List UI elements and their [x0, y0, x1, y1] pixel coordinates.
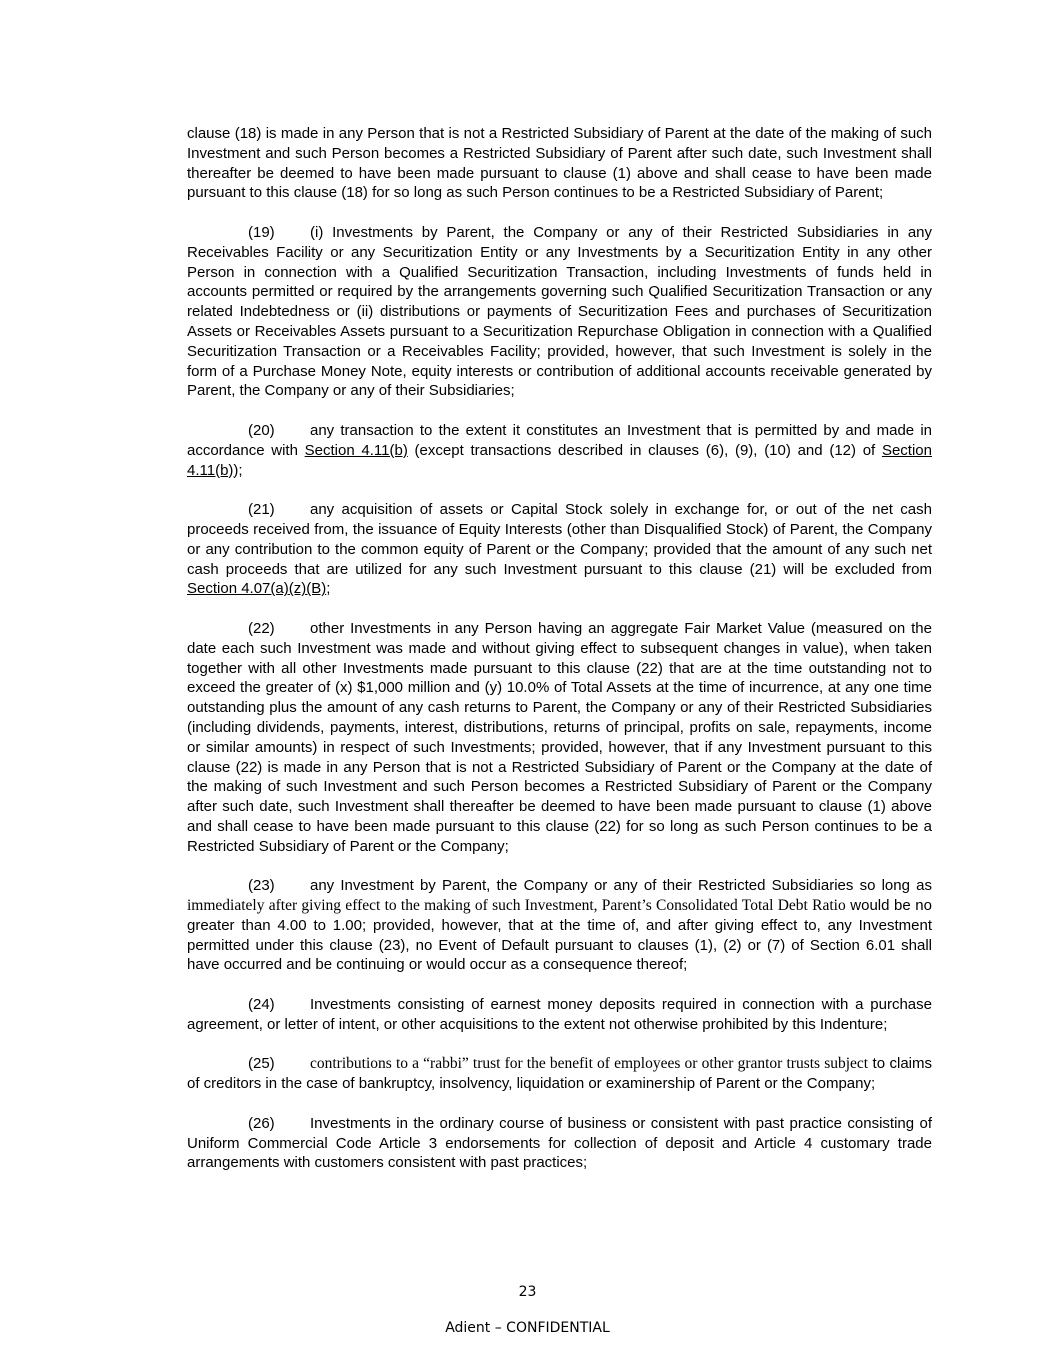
paragraph-24	[187, 995, 932, 1035]
clause-number: (22)	[248, 619, 275, 637]
clause-number: (26)	[248, 1114, 275, 1132]
clause-number: (21)	[248, 501, 275, 519]
section-reference-link[interactable]: Section 4.11(b)	[187, 441, 932, 479]
paragraph-21: (21) any acquisition of assets or Capital Stock solely in exchange for, or out of the net cash proceeds received from, the issuance of Equity Interests (other than Disqualified Stock) of Parent, the Company or any contribution to the common equity of Parent or the Company; provided that the amount of any such net cash proceeds that are utilized for any such Investment pursuant to this clause (21) will be excluded from Section 4.07(a)(z)(B);	[187, 501, 932, 598]
confidential-footer: Adient – CONFIDENTIAL	[445, 1320, 610, 1336]
paragraph-26	[187, 1114, 932, 1173]
clause-number: (20)	[248, 421, 275, 439]
clause-text: Investments in the ordinary course of business or consistent with past practice consisting of Uniform Commercial Code Article 3 endorsements for collection of deposit and Article 4 customary trade arrangements with customers consistent with past practices;	[187, 1114, 932, 1172]
page-number: 23	[518, 1284, 537, 1300]
clause-text: Investments consisting of earnest money deposits required in connection with a purchase agreement, or letter of intent, or other acquisitions to the extent not otherwise prohibited by this Indenture;	[187, 996, 932, 1033]
section-reference-link[interactable]: Section 4.11(b)	[304, 441, 408, 459]
section-reference-link[interactable]: Section 4.07(a)(z)(B)	[187, 580, 327, 598]
clause-text: other Investments in any Person having an aggregate Fair Market Value (measured on the date each such Investment was made and without giving effect to subsequent changes in value), when taken together with all other Investments made pursuant to this clause (22) that are at the time outstanding not to exceed the greater of (x) $1,000 million and (y) 10.0% of Total Assets at the time of incurrence, at any one time outstanding plus the amount of any cash returns to Parent, the Company or any of their Restricted Subsidiaries (including dividends, payments, interest, distributions, returns of principal, profits on sale, repayments, income or similar amounts) in respect of such Investments; provided, however, that if any Investment pursuant to this clause (22) is made in any Person that is not a Restricted Subsidiary of Parent or the Company at the date of the making of such Investment and such Person becomes a Restricted Subsidiary of Parent or the Company after such date, such Investment shall thereafter be deemed to have been made pursuant to clause (1) above and shall cease to have been made pursuant to this clause (22) for so long as such Person continues to be a Restricted Subsidiary of Parent or the Company;	[187, 619, 932, 855]
paragraph-23: (23) any Investment by Parent, the Company or any of their Restricted Subsidiaries so long as immediately after giving effect to the making of such Investment, Parent’s Consolidated Total Debt Ratio would be no greater than 4.00 to 1.00; provided, however, that at the time of, and after giving effect to, any Investment permitted under this clause (23), no Event of Default pursuant to clauses (1), (2) or (7) of Section 6.01 shall have occurred and be continuing or would occur as a consequence thereof;	[187, 877, 932, 974]
clause-number: (24)	[248, 996, 275, 1014]
paragraph-18-continuation: clause (18) is made in any Person that is not a Restricted Subsidiary of Parent at the date of the making of such Investment and such Person becomes a Restricted Subsidiary of Parent after such date, such Investment shall thereafter be deemed to have been made pursuant to clause (1) above and shall cease to have been made pursuant to this clause (18) for so long as such Person continues to be a Restricted Subsidiary of Parent;	[187, 125, 932, 202]
clause-number: (25)	[248, 1055, 275, 1073]
paragraph-19	[187, 223, 932, 401]
clause-text: (i) Investments by Parent, the Company or any of their Restricted Subsidiaries in any Receivables Facility or any Securitization Entity or any Investments by a Securitization Entity in any other Person in connection with a Qualified Securitization Transaction, including Investments of funds held in accounts permitted or required by the arrangements governing such Qualified Securitization Transaction or any related Indebtedness or (ii) distributions or payments of Securitization Fees and purchases of Securitization Assets or Receivables Assets pursuant to a Securitization Repurchase Obligation in connection with a Qualified Securitization Transaction or a Receivables Facility; provided, however, that such Investment is solely in the form of a Purchase Money Note, equity interests or contribution of additional accounts receivable generated by Parent, the Company or any of their Subsidiaries;	[187, 223, 932, 400]
body-text	[187, 124, 932, 1193]
paragraph-25: (25) contributions to a “rabbi” trust for the benefit of employees or other grantor trusts subject to claims of creditors in the case of bankruptcy, insolvency, liquidation or examinership of Parent or the Company;	[187, 1055, 932, 1093]
paragraph-20: (20) any transaction to the extent it constitutes an Investment that is permitted by and made in accordance with Section 4.11(b) (except transactions described in clauses (6), (9), (10) and (12) of Section 4.11(b));	[187, 421, 932, 479]
clause-number: (23)	[248, 877, 275, 895]
paragraph-22	[187, 619, 932, 857]
clause-number: (19)	[248, 223, 275, 241]
